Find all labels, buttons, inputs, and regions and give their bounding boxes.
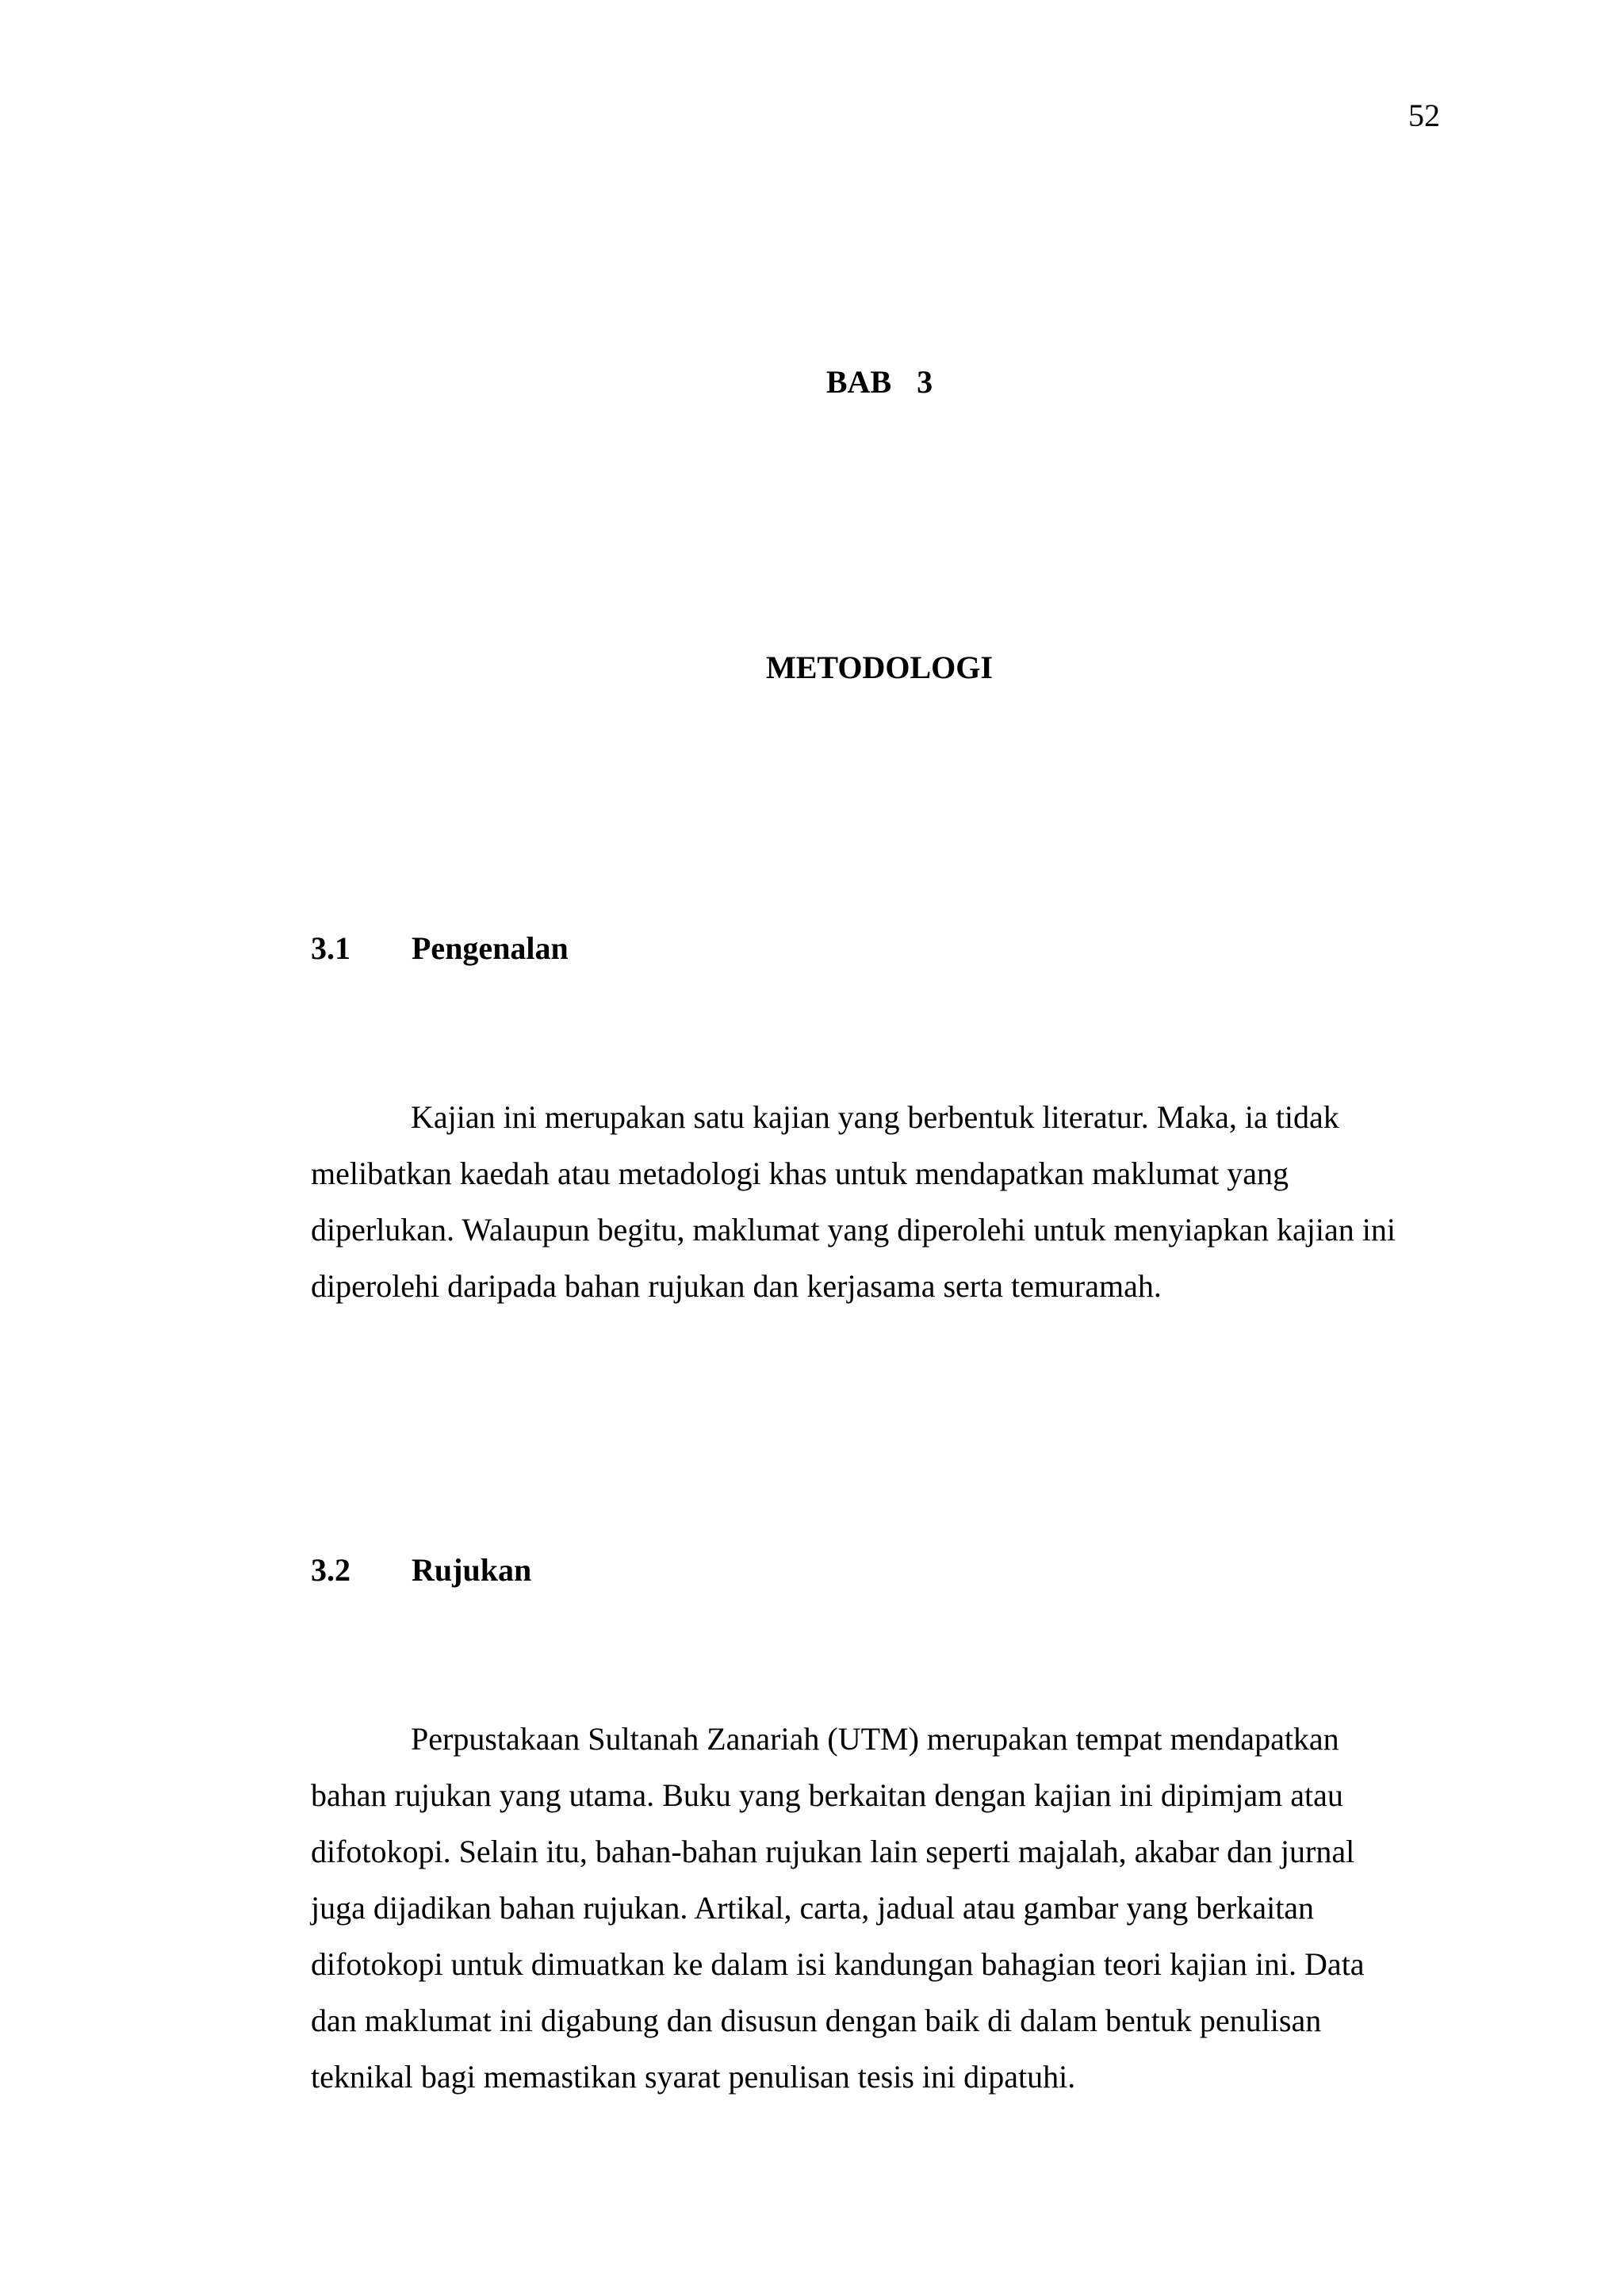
section-title: Rujukan	[412, 1552, 532, 1588]
section-number: 3.1	[311, 930, 350, 966]
section-number: 3.2	[311, 1552, 350, 1588]
section-paragraph-pengenalan: Kajian ini merupakan satu kajian yang berbentuk literatur. Maka, ia tidak melibatkan kaedah atau metadologi khas untuk mendapatkan maklumat yang diperlukan. Walaupun begitu, maklumat yang diperolehi untuk menyiapkan kajian ini diperolehi daripada bahan rujukan dan kerjasama serta temuramah.	[311, 1099, 1396, 1304]
chapter-title: METODOLOGI	[766, 650, 993, 685]
section-heading-rujukan	[311, 1551, 531, 1589]
section-paragraph-rujukan: Perpustakaan Sultanah Zanariah (UTM) merupakan tempat mendapatkan bahan rujukan yang utama. Buku yang berkaitan dengan kajian ini dipimjam atau difotokopi. Selain itu, bahan-bahan rujukan lain seperti majalah, akabar dan jurnal juga dijadikan bahan rujukan. Artikal, carta, jadual atau gambar yang berkaitan difotokopi untuk dimuatkan ke dalam isi kandungan bahagian teori kajian ini. Data dan maklumat ini digabung dan disusun dengan baik di dalam bentuk penulisan teknikal bagi memastikan syarat penulisan tesis ini dipatuhi.	[311, 1721, 1365, 2095]
page-number: 52	[1408, 98, 1440, 133]
section-heading-pengenalan	[311, 930, 569, 968]
chapter-label: BAB 3	[825, 364, 933, 400]
section-title: Pengenalan	[412, 930, 569, 966]
